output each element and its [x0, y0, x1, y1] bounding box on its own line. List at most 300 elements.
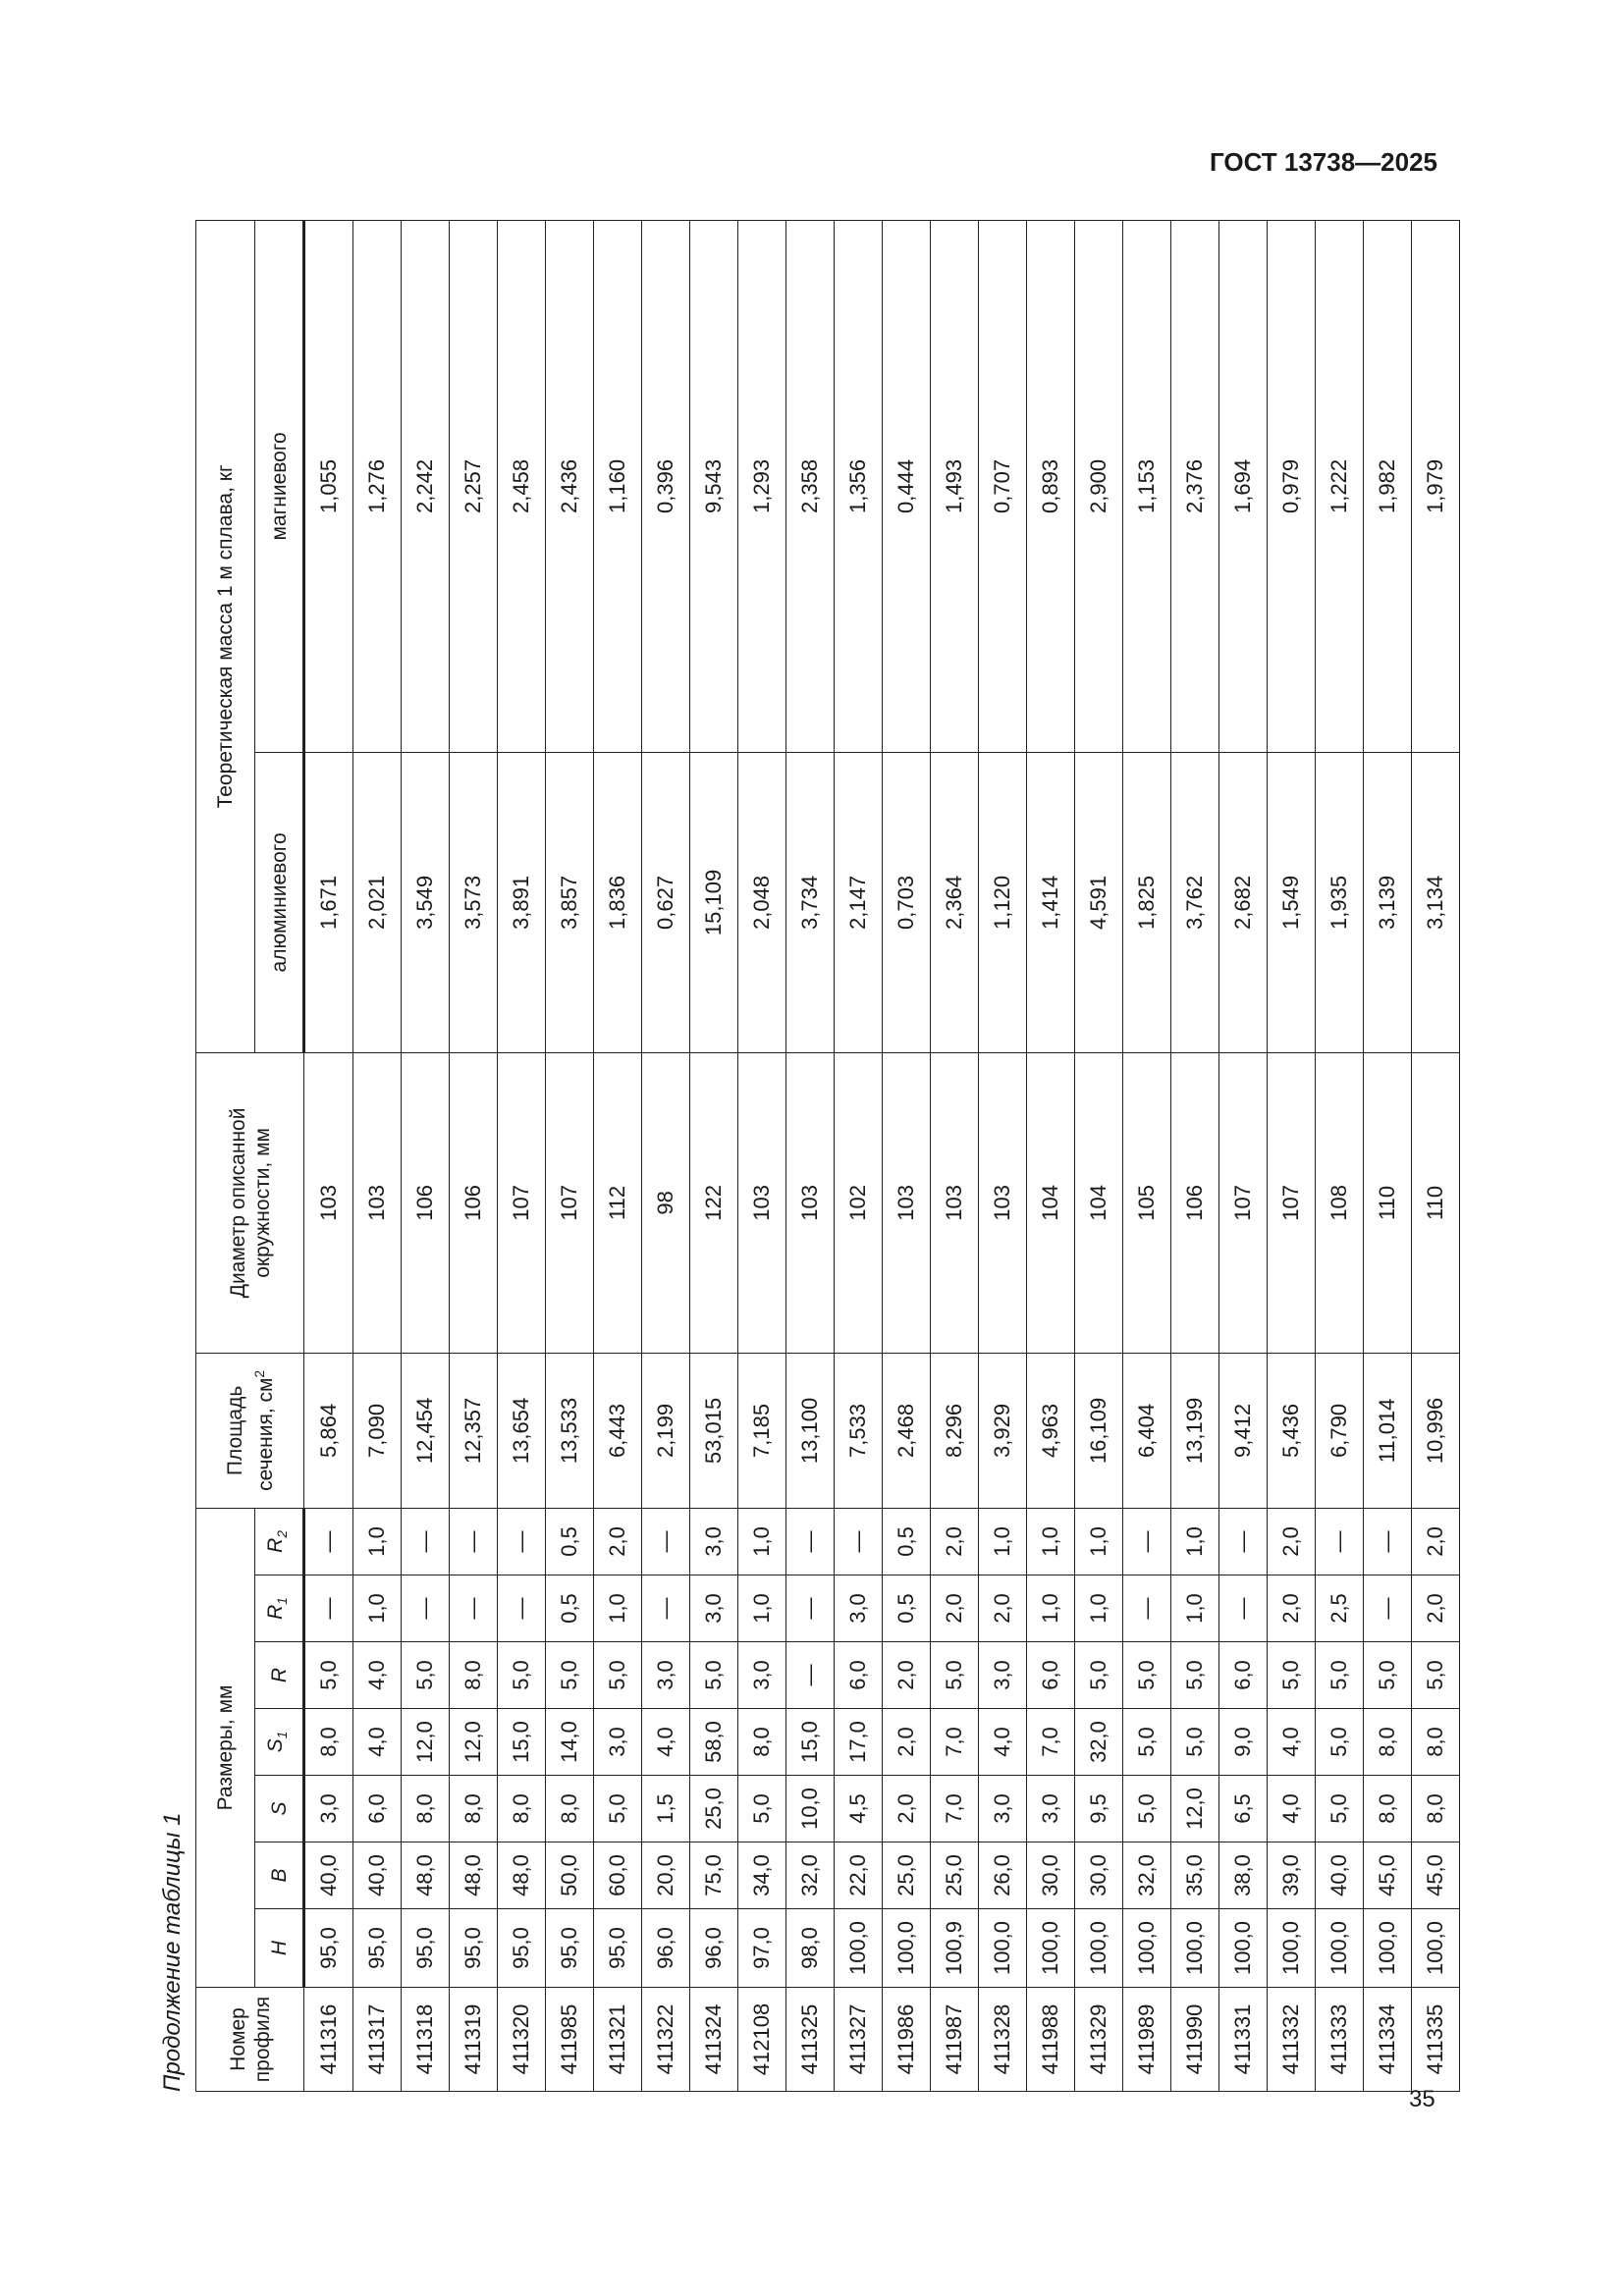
cell-diameter: 105: [1123, 1052, 1171, 1353]
cell-r: 2,0: [883, 1642, 931, 1709]
header-r: R: [255, 1642, 304, 1709]
cell-mass-magnesium: 1,982: [1364, 220, 1412, 752]
table-row: [402, 220, 450, 2091]
cell-r: —: [786, 1642, 835, 1709]
table-row: [786, 220, 835, 2091]
cell-diameter: 103: [738, 1052, 786, 1353]
table-row: [1412, 220, 1460, 2091]
cell-mass-aluminium: 3,857: [546, 752, 594, 1052]
cell-s: 8,0: [402, 1776, 450, 1842]
cell-s1: 14,0: [546, 1709, 594, 1776]
cell-h: 100,0: [1075, 1909, 1123, 1988]
cell-r1: —: [450, 1575, 498, 1642]
cell-diameter: 122: [690, 1052, 738, 1353]
cell-r: 8,0: [450, 1642, 498, 1709]
cell-r: 5,0: [1123, 1642, 1171, 1709]
cell-s: 3,0: [1027, 1776, 1075, 1842]
profiles-table: [195, 220, 1460, 2092]
cell-mass-magnesium: 0,979: [1268, 220, 1316, 752]
cell-s1: 15,0: [786, 1709, 835, 1776]
cell-diameter: 104: [1075, 1052, 1123, 1353]
cell-diameter: 103: [883, 1052, 931, 1353]
cell-mass-magnesium: 9,543: [690, 220, 738, 752]
cell-r1: 0,5: [546, 1575, 594, 1642]
cell-r2: 0,5: [546, 1508, 594, 1575]
cell-profile-number: 411332: [1268, 1988, 1316, 2092]
cell-s: 25,0: [690, 1776, 738, 1842]
cell-area: 53,015: [690, 1353, 738, 1508]
cell-b: 48,0: [402, 1842, 450, 1909]
cell-area: 2,199: [642, 1353, 690, 1508]
cell-r1: —: [1219, 1575, 1268, 1642]
cell-mass-magnesium: 1,276: [353, 220, 402, 752]
cell-mass-magnesium: 1,979: [1412, 220, 1460, 752]
cell-r1: —: [304, 1575, 353, 1642]
cell-profile-number: 411988: [1027, 1988, 1075, 2092]
cell-r2: 2,0: [931, 1508, 979, 1575]
table-row: [1316, 220, 1364, 2091]
table-row: [304, 220, 353, 2091]
cell-r2: 1,0: [1171, 1508, 1219, 1575]
cell-s: 4,0: [1268, 1776, 1316, 1842]
cell-mass-aluminium: 2,048: [738, 752, 786, 1052]
cell-r: 5,0: [1268, 1642, 1316, 1709]
cell-mass-aluminium: 1,671: [304, 752, 353, 1052]
cell-mass-aluminium: 3,734: [786, 752, 835, 1052]
cell-area: 6,790: [1316, 1353, 1364, 1508]
cell-diameter: 108: [1316, 1052, 1364, 1353]
cell-mass-aluminium: 2,147: [835, 752, 883, 1052]
cell-mass-aluminium: 2,682: [1219, 752, 1268, 1052]
cell-profile-number: 411328: [979, 1988, 1027, 2092]
cell-diameter: 110: [1412, 1052, 1460, 1353]
cell-s: 4,5: [835, 1776, 883, 1842]
table-row: [353, 220, 402, 2091]
cell-b: 50,0: [546, 1842, 594, 1909]
cell-s1: 8,0: [304, 1709, 353, 1776]
cell-profile-number: 412108: [738, 1988, 786, 2092]
cell-r: 3,0: [979, 1642, 1027, 1709]
header-h: H: [255, 1909, 304, 1988]
cell-profile-number: 411329: [1075, 1988, 1123, 2092]
cell-h: 100,0: [1316, 1909, 1364, 1988]
cell-mass-magnesium: 1,293: [738, 220, 786, 752]
header-mass: Теоретическая масса 1 м сплава, кг: [196, 220, 255, 1052]
cell-s: 10,0: [786, 1776, 835, 1842]
cell-r1: 1,0: [1171, 1575, 1219, 1642]
cell-mass-aluminium: 3,134: [1412, 752, 1460, 1052]
cell-r2: —: [1364, 1508, 1412, 1575]
cell-r: 5,0: [1171, 1642, 1219, 1709]
cell-mass-magnesium: 2,900: [1075, 220, 1123, 752]
cell-mass-aluminium: 3,762: [1171, 752, 1219, 1052]
header-diameter: Диаметр описанной окружности, мм: [196, 1052, 304, 1353]
cell-r1: 2,0: [1412, 1575, 1460, 1642]
cell-r1: 2,5: [1316, 1575, 1364, 1642]
cell-s1: 4,0: [642, 1709, 690, 1776]
table-row: [1123, 220, 1171, 2091]
cell-h: 100,0: [1364, 1909, 1412, 1988]
cell-diameter: 112: [594, 1052, 642, 1353]
table-row: [1171, 220, 1219, 2091]
cell-r2: 1,0: [1027, 1508, 1075, 1575]
cell-mass-magnesium: 0,396: [642, 220, 690, 752]
cell-area: 16,109: [1075, 1353, 1123, 1508]
cell-h: 95,0: [304, 1909, 353, 1988]
cell-r2: —: [1123, 1508, 1171, 1575]
cell-r: 6,0: [835, 1642, 883, 1709]
cell-mass-magnesium: 1,694: [1219, 220, 1268, 752]
cell-diameter: 107: [546, 1052, 594, 1353]
cell-r: 5,0: [304, 1642, 353, 1709]
cell-r2: —: [642, 1508, 690, 1575]
cell-r2: 2,0: [1268, 1508, 1316, 1575]
cell-s1: 12,0: [450, 1709, 498, 1776]
cell-mass-magnesium: 1,493: [931, 220, 979, 752]
cell-b: 40,0: [353, 1842, 402, 1909]
cell-r: 5,0: [1364, 1642, 1412, 1709]
cell-mass-magnesium: 1,055: [304, 220, 353, 752]
cell-mass-magnesium: 1,356: [835, 220, 883, 752]
cell-s1: 12,0: [402, 1709, 450, 1776]
cell-r: 4,0: [353, 1642, 402, 1709]
cell-r1: —: [642, 1575, 690, 1642]
cell-b: 40,0: [304, 1842, 353, 1909]
cell-h: 100,0: [883, 1909, 931, 1988]
cell-mass-aluminium: 1,935: [1316, 752, 1364, 1052]
header-aluminium: алюминиевого: [255, 752, 304, 1052]
cell-r: 5,0: [1075, 1642, 1123, 1709]
cell-r2: 0,5: [883, 1508, 931, 1575]
page-number: 35: [1409, 2086, 1435, 2112]
cell-area: 13,533: [546, 1353, 594, 1508]
cell-h: 95,0: [402, 1909, 450, 1988]
cell-profile-number: 411321: [594, 1988, 642, 2092]
cell-h: 100,0: [1219, 1909, 1268, 1988]
cell-r1: 1,0: [1075, 1575, 1123, 1642]
cell-s: 7,0: [931, 1776, 979, 1842]
cell-mass-aluminium: 0,703: [883, 752, 931, 1052]
header-r1: $R_1$: [255, 1575, 304, 1642]
cell-mass-aluminium: 3,891: [498, 752, 546, 1052]
cell-r2: —: [1316, 1508, 1364, 1575]
cell-area: 13,654: [498, 1353, 546, 1508]
cell-mass-magnesium: 2,376: [1171, 220, 1219, 752]
cell-r1: 0,5: [883, 1575, 931, 1642]
cell-area: 5,436: [1268, 1353, 1316, 1508]
cell-mass-magnesium: 1,153: [1123, 220, 1171, 752]
cell-area: 10,996: [1412, 1353, 1460, 1508]
cell-profile-number: 411335: [1412, 1988, 1460, 2092]
cell-b: 48,0: [498, 1842, 546, 1909]
cell-area: 12,454: [402, 1353, 450, 1508]
cell-b: 22,0: [835, 1842, 883, 1909]
cell-r: 5,0: [1316, 1642, 1364, 1709]
cell-h: 100,0: [1027, 1909, 1075, 1988]
cell-s: 8,0: [450, 1776, 498, 1842]
cell-mass-magnesium: 2,257: [450, 220, 498, 752]
cell-r2: 1,0: [353, 1508, 402, 1575]
cell-b: 75,0: [690, 1842, 738, 1909]
cell-h: 98,0: [786, 1909, 835, 1988]
cell-s1: 8,0: [1412, 1709, 1460, 1776]
cell-r1: 1,0: [594, 1575, 642, 1642]
cell-r2: 1,0: [979, 1508, 1027, 1575]
cell-diameter: 102: [835, 1052, 883, 1353]
cell-s1: 5,0: [1123, 1709, 1171, 1776]
table-row: [883, 220, 931, 2091]
cell-b: 26,0: [979, 1842, 1027, 1909]
cell-diameter: 98: [642, 1052, 690, 1353]
cell-r2: —: [402, 1508, 450, 1575]
table-row: [1027, 220, 1075, 2091]
header-b: B: [255, 1842, 304, 1909]
table-row: [1075, 220, 1123, 2091]
table-row: [835, 220, 883, 2091]
cell-area: 13,100: [786, 1353, 835, 1508]
cell-s1: 2,0: [883, 1709, 931, 1776]
cell-r2: —: [450, 1508, 498, 1575]
cell-s: 5,0: [1316, 1776, 1364, 1842]
cell-mass-magnesium: 1,160: [594, 220, 642, 752]
cell-s1: 5,0: [1171, 1709, 1219, 1776]
cell-r1: —: [402, 1575, 450, 1642]
header-s: S: [255, 1776, 304, 1842]
cell-r: 6,0: [1219, 1642, 1268, 1709]
cell-mass-aluminium: 1,549: [1268, 752, 1316, 1052]
cell-b: 40,0: [1316, 1842, 1364, 1909]
cell-h: 95,0: [594, 1909, 642, 1988]
cell-diameter: 106: [450, 1052, 498, 1353]
cell-s1: 7,0: [1027, 1709, 1075, 1776]
cell-s1: 8,0: [1364, 1709, 1412, 1776]
cell-area: 4,963: [1027, 1353, 1075, 1508]
cell-area: 5,864: [304, 1353, 353, 1508]
header-profile-number: Номер профиля: [196, 1988, 304, 2092]
cell-profile-number: 411327: [835, 1988, 883, 2092]
cell-s1: 4,0: [353, 1709, 402, 1776]
cell-s: 8,0: [546, 1776, 594, 1842]
cell-s: 6,5: [1219, 1776, 1268, 1842]
cell-area: 13,199: [1171, 1353, 1219, 1508]
cell-r2: 1,0: [1075, 1508, 1123, 1575]
cell-b: 60,0: [594, 1842, 642, 1909]
cell-profile-number: 411331: [1219, 1988, 1268, 2092]
cell-h: 100,0: [1268, 1909, 1316, 1988]
table-row: [979, 220, 1027, 2091]
cell-b: 39,0: [1268, 1842, 1316, 1909]
cell-mass-magnesium: 2,242: [402, 220, 450, 752]
cell-profile-number: 411325: [786, 1988, 835, 2092]
cell-s: 12,0: [1171, 1776, 1219, 1842]
cell-area: 7,533: [835, 1353, 883, 1508]
cell-s1: 5,0: [1316, 1709, 1364, 1776]
cell-diameter: 103: [353, 1052, 402, 1353]
cell-h: 100,0: [1412, 1909, 1460, 1988]
cell-b: 35,0: [1171, 1842, 1219, 1909]
cell-area: 7,090: [353, 1353, 402, 1508]
cell-s1: 17,0: [835, 1709, 883, 1776]
cell-area: 7,185: [738, 1353, 786, 1508]
cell-profile-number: 411320: [498, 1988, 546, 2092]
cell-r1: 2,0: [979, 1575, 1027, 1642]
cell-s: 1,5: [642, 1776, 690, 1842]
cell-r2: 2,0: [594, 1508, 642, 1575]
cell-r: 5,0: [690, 1642, 738, 1709]
cell-h: 95,0: [450, 1909, 498, 1988]
table-row: [546, 220, 594, 2091]
cell-r: 5,0: [931, 1642, 979, 1709]
cell-s1: 58,0: [690, 1709, 738, 1776]
cell-s1: 15,0: [498, 1709, 546, 1776]
cell-h: 100,9: [931, 1909, 979, 1988]
table-row: [450, 220, 498, 2091]
cell-mass-aluminium: 3,573: [450, 752, 498, 1052]
cell-r: 5,0: [498, 1642, 546, 1709]
cell-h: 100,0: [1171, 1909, 1219, 1988]
cell-h: 96,0: [690, 1909, 738, 1988]
cell-r1: 1,0: [353, 1575, 402, 1642]
cell-mass-aluminium: 1,836: [594, 752, 642, 1052]
cell-mass-aluminium: 2,021: [353, 752, 402, 1052]
table-row: [931, 220, 979, 2091]
cell-b: 30,0: [1075, 1842, 1123, 1909]
cell-profile-number: 411324: [690, 1988, 738, 2092]
cell-mass-magnesium: 2,458: [498, 220, 546, 752]
cell-r: 5,0: [402, 1642, 450, 1709]
cell-profile-number: 411316: [304, 1988, 353, 2092]
cell-s: 5,0: [738, 1776, 786, 1842]
cell-s1: 4,0: [979, 1709, 1027, 1776]
cell-r: 6,0: [1027, 1642, 1075, 1709]
cell-mass-magnesium: 2,358: [786, 220, 835, 752]
cell-profile-number: 411333: [1316, 1988, 1364, 2092]
cell-r1: 3,0: [690, 1575, 738, 1642]
cell-b: 32,0: [1123, 1842, 1171, 1909]
cell-s: 2,0: [883, 1776, 931, 1842]
cell-s1: 3,0: [594, 1709, 642, 1776]
cell-s: 8,0: [1364, 1776, 1412, 1842]
cell-r1: 2,0: [1268, 1575, 1316, 1642]
cell-diameter: 104: [1027, 1052, 1075, 1353]
cell-profile-number: 411987: [931, 1988, 979, 2092]
cell-s1: 7,0: [931, 1709, 979, 1776]
cell-r2: —: [304, 1508, 353, 1575]
cell-diameter: 107: [1219, 1052, 1268, 1353]
cell-mass-aluminium: 2,364: [931, 752, 979, 1052]
cell-diameter: 110: [1364, 1052, 1412, 1353]
cell-b: 32,0: [786, 1842, 835, 1909]
cell-diameter: 103: [304, 1052, 353, 1353]
cell-mass-aluminium: 4,591: [1075, 752, 1123, 1052]
cell-area: 11,014: [1364, 1353, 1412, 1508]
cell-s: 8,0: [498, 1776, 546, 1842]
cell-r1: 2,0: [931, 1575, 979, 1642]
cell-s: 5,0: [594, 1776, 642, 1842]
cell-diameter: 107: [498, 1052, 546, 1353]
cell-r2: —: [786, 1508, 835, 1575]
cell-mass-aluminium: 15,109: [690, 752, 738, 1052]
cell-area: 2,468: [883, 1353, 931, 1508]
cell-area: 6,404: [1123, 1353, 1171, 1508]
cell-profile-number: 411334: [1364, 1988, 1412, 2092]
cell-h: 97,0: [738, 1909, 786, 1988]
table-body: [304, 220, 1460, 2091]
cell-s1: 9,0: [1219, 1709, 1268, 1776]
cell-profile-number: 411990: [1171, 1988, 1219, 2092]
cell-mass-aluminium: 1,120: [979, 752, 1027, 1052]
cell-b: 38,0: [1219, 1842, 1268, 1909]
cell-profile-number: 411322: [642, 1988, 690, 2092]
cell-s: 6,0: [353, 1776, 402, 1842]
cell-b: 30,0: [1027, 1842, 1075, 1909]
cell-profile-number: 411318: [402, 1988, 450, 2092]
cell-h: 100,0: [1123, 1909, 1171, 1988]
header-magnesium: магниевого: [255, 220, 304, 752]
cell-profile-number: 411317: [353, 1988, 402, 2092]
cell-b: 45,0: [1412, 1842, 1460, 1909]
cell-mass-aluminium: 0,627: [642, 752, 690, 1052]
cell-r2: —: [498, 1508, 546, 1575]
cell-mass-magnesium: 0,893: [1027, 220, 1075, 752]
cell-b: 25,0: [883, 1842, 931, 1909]
cell-r: 5,0: [546, 1642, 594, 1709]
cell-mass-aluminium: 3,139: [1364, 752, 1412, 1052]
rotated-table-block: [154, 221, 1447, 2092]
cell-diameter: 106: [1171, 1052, 1219, 1353]
cell-r1: —: [786, 1575, 835, 1642]
cell-b: 25,0: [931, 1842, 979, 1909]
table-row: [594, 220, 642, 2091]
cell-mass-aluminium: 1,825: [1123, 752, 1171, 1052]
cell-r2: 2,0: [1412, 1508, 1460, 1575]
cell-s1: 4,0: [1268, 1709, 1316, 1776]
cell-diameter: 106: [402, 1052, 450, 1353]
table-row: [738, 220, 786, 2091]
cell-r1: —: [1364, 1575, 1412, 1642]
cell-h: 100,0: [979, 1909, 1027, 1988]
cell-diameter: 103: [931, 1052, 979, 1353]
header-area: Площадь сечения, $см^2$: [196, 1353, 304, 1508]
cell-profile-number: 411986: [883, 1988, 931, 2092]
cell-mass-aluminium: 3,549: [402, 752, 450, 1052]
cell-r1: 3,0: [835, 1575, 883, 1642]
cell-h: 95,0: [546, 1909, 594, 1988]
cell-mass-aluminium: 1,414: [1027, 752, 1075, 1052]
header-s1: $S_1$: [255, 1709, 304, 1776]
cell-area: 8,296: [931, 1353, 979, 1508]
cell-b: 34,0: [738, 1842, 786, 1909]
cell-mass-magnesium: 1,222: [1316, 220, 1364, 752]
standard-number: ГОСТ 13738—2025: [1210, 147, 1437, 177]
cell-r: 3,0: [642, 1642, 690, 1709]
cell-r1: —: [498, 1575, 546, 1642]
cell-r: 3,0: [738, 1642, 786, 1709]
table-row: [1364, 220, 1412, 2091]
cell-s1: 32,0: [1075, 1709, 1123, 1776]
table-row: [642, 220, 690, 2091]
cell-r: 5,0: [594, 1642, 642, 1709]
cell-h: 95,0: [498, 1909, 546, 1988]
cell-r2: —: [835, 1508, 883, 1575]
cell-profile-number: 411319: [450, 1988, 498, 2092]
cell-mass-magnesium: 2,436: [546, 220, 594, 752]
cell-r2: 3,0: [690, 1508, 738, 1575]
cell-h: 96,0: [642, 1909, 690, 1988]
table-row: [1219, 220, 1268, 2091]
cell-r2: 1,0: [738, 1508, 786, 1575]
cell-r1: 1,0: [738, 1575, 786, 1642]
